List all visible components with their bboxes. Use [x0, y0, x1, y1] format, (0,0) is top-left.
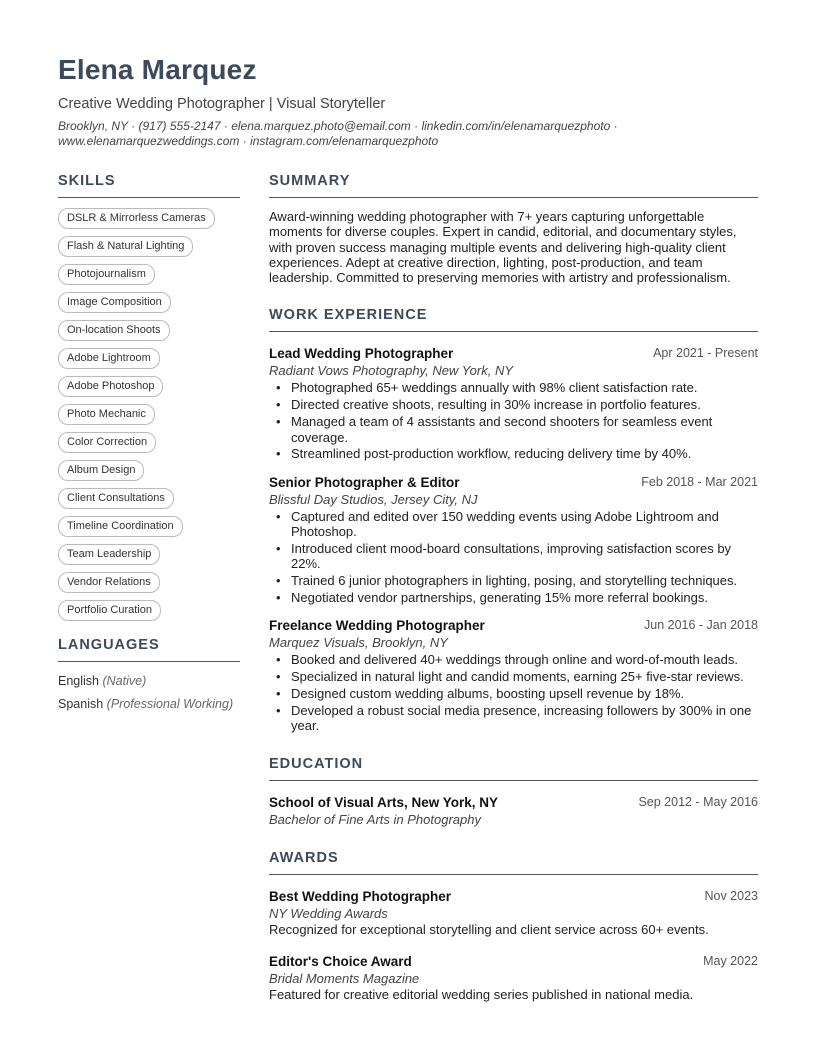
skill-tag: Team Leadership: [58, 544, 160, 565]
degree-name: Bachelor of Fine Arts in Photography: [269, 811, 481, 827]
award-name: Best Wedding Photographer: [269, 888, 452, 904]
skill-tag: Client Consultations: [58, 488, 174, 509]
skill-tag: Flash & Natural Lighting: [58, 236, 193, 257]
bullet-item: • Booked and delivered 40+ weddings through online and word-of-mouth leads.: [269, 652, 758, 667]
bullet-item: • Designed custom wedding albums, boosting upsell revenue by 18%.: [269, 686, 758, 701]
bullet-item: • Directed creative shoots, resulting in 30% increase in portfolio features.: [269, 397, 758, 412]
bullet-item: • Streamlined post-production workflow, reducing delivery time by 40%.: [269, 446, 758, 461]
skills-list: [58, 208, 240, 621]
languages-heading: LANGUAGES: [58, 636, 240, 662]
contact-line: www.elenamarquezweddings.com · instagram.com/elenamarquezphoto: [58, 133, 439, 148]
education-heading: EDUCATION: [269, 755, 758, 781]
awards-heading: AWARDS: [269, 849, 758, 875]
skill-tag: On-location Shoots: [58, 320, 170, 341]
education-entry: [269, 794, 758, 828]
job-company: Radiant Vows Photography, New York, NY: [269, 363, 513, 379]
job-company: Marquez Visuals, Brooklyn, NY: [269, 635, 448, 651]
job-entry: [269, 617, 758, 733]
bullet-item: • Negotiated vendor partnerships, generating 15% more referral bookings.: [269, 590, 758, 605]
skill-tag: Vendor Relations: [58, 572, 160, 593]
award-date: Nov 2023: [704, 888, 758, 903]
skill-tag: Adobe Photoshop: [58, 376, 163, 397]
award-org: Bridal Moments Magazine: [269, 970, 420, 986]
job-dates: Apr 2021 - Present: [653, 346, 758, 361]
job-company: Blissful Day Studios, Jersey City, NJ: [269, 491, 478, 507]
resume-page: [58, 52, 758, 1002]
bullet-item: • Introduced client mood-board consultations, improving satisfaction scores by 22%.: [269, 541, 758, 572]
skill-tag: Photo Mechanic: [58, 404, 155, 425]
bullet-item: • Managed a team of 4 assistants and second shooters for seamless event coverage.: [269, 414, 758, 445]
job-dates: Feb 2018 - Mar 2021: [641, 474, 758, 489]
contact-line: Brooklyn, NY · (917) 555-2147 · elena.marquez.photo@email.com · linkedin.com/in/elenamarquezphoto ·: [58, 119, 618, 133]
job-entry: [269, 474, 758, 606]
skill-tag: DSLR & Mirrorless Cameras: [58, 208, 215, 229]
skill-tag: Timeline Coordination: [58, 516, 183, 537]
skill-tag: Album Design: [58, 460, 144, 481]
skills-heading: SKILLS: [58, 172, 240, 198]
job-title: Lead Wedding Photographer: [269, 346, 454, 362]
skill-tag: Adobe Lightroom: [58, 348, 160, 369]
education-dates: Sep 2012 - May 2016: [638, 794, 758, 809]
left-column: [58, 172, 240, 714]
award-entry: [269, 888, 758, 938]
skill-tag: Image Composition: [58, 292, 171, 313]
award-date: May 2022: [703, 953, 758, 968]
award-entry: [269, 953, 758, 1003]
language-level: (Native): [102, 674, 147, 688]
award-name: Editor's Choice Award: [269, 953, 412, 969]
summary-heading: SUMMARY: [269, 172, 758, 198]
bullet-item: • Trained 6 junior photographers in lighting, posing, and storytelling techniques.: [269, 573, 758, 588]
summary-text: Award-winning wedding photographer with 7+ years capturing unforgettable moments for diverse couples. Expert in candid, editorial, and documentary styles, with proven success managing multiple events and delivering high-quality client experiences. Adept at creative direction, lighting, post-production, and team leadership. Committed to preserving memories with artistry and professionalism.: [269, 209, 737, 286]
candidate-name: Elena Marquez: [58, 54, 257, 85]
language-name: English: [58, 674, 99, 688]
job-bullets: [269, 652, 758, 733]
language-name: Spanish: [58, 697, 104, 711]
skill-tag: Portfolio Curation: [58, 600, 161, 621]
language-item: [58, 672, 240, 691]
job-title: Freelance Wedding Photographer: [269, 618, 485, 634]
job-dates: Jun 2016 - Jan 2018: [644, 618, 758, 633]
languages-list: [58, 672, 240, 714]
contact-info: [58, 119, 658, 148]
job-entry: [269, 345, 758, 461]
bullet-item: • Captured and edited over 150 wedding events using Adobe Lightroom and Photoshop.: [269, 509, 758, 540]
job-title: Senior Photographer & Editor: [269, 474, 460, 490]
award-org: NY Wedding Awards: [269, 905, 388, 921]
award-description: Featured for creative editorial wedding series published in national media.: [269, 986, 694, 1002]
bullet-item: • Developed a robust social media presence, increasing followers by 300% in one year.: [269, 703, 758, 734]
bullet-item: • Specialized in natural light and candid moments, earning 25+ five-star reviews.: [269, 669, 758, 684]
bullet-item: • Photographed 65+ weddings annually with 98% client satisfaction rate.: [269, 380, 758, 395]
job-bullets: [269, 380, 758, 461]
school-name: School of Visual Arts, New York, NY: [269, 794, 499, 810]
experience-heading: WORK EXPERIENCE: [269, 306, 758, 332]
award-description: Recognized for exceptional storytelling and client service across 60+ events.: [269, 921, 709, 937]
job-bullets: [269, 509, 758, 606]
skill-tag: Photojournalism: [58, 264, 155, 285]
language-item: [58, 695, 240, 714]
language-level: (Professional Working): [106, 697, 234, 711]
candidate-tagline: Creative Wedding Photographer | Visual Storyteller: [58, 96, 386, 112]
right-column: [269, 172, 758, 1003]
skill-tag: Color Correction: [58, 432, 156, 453]
